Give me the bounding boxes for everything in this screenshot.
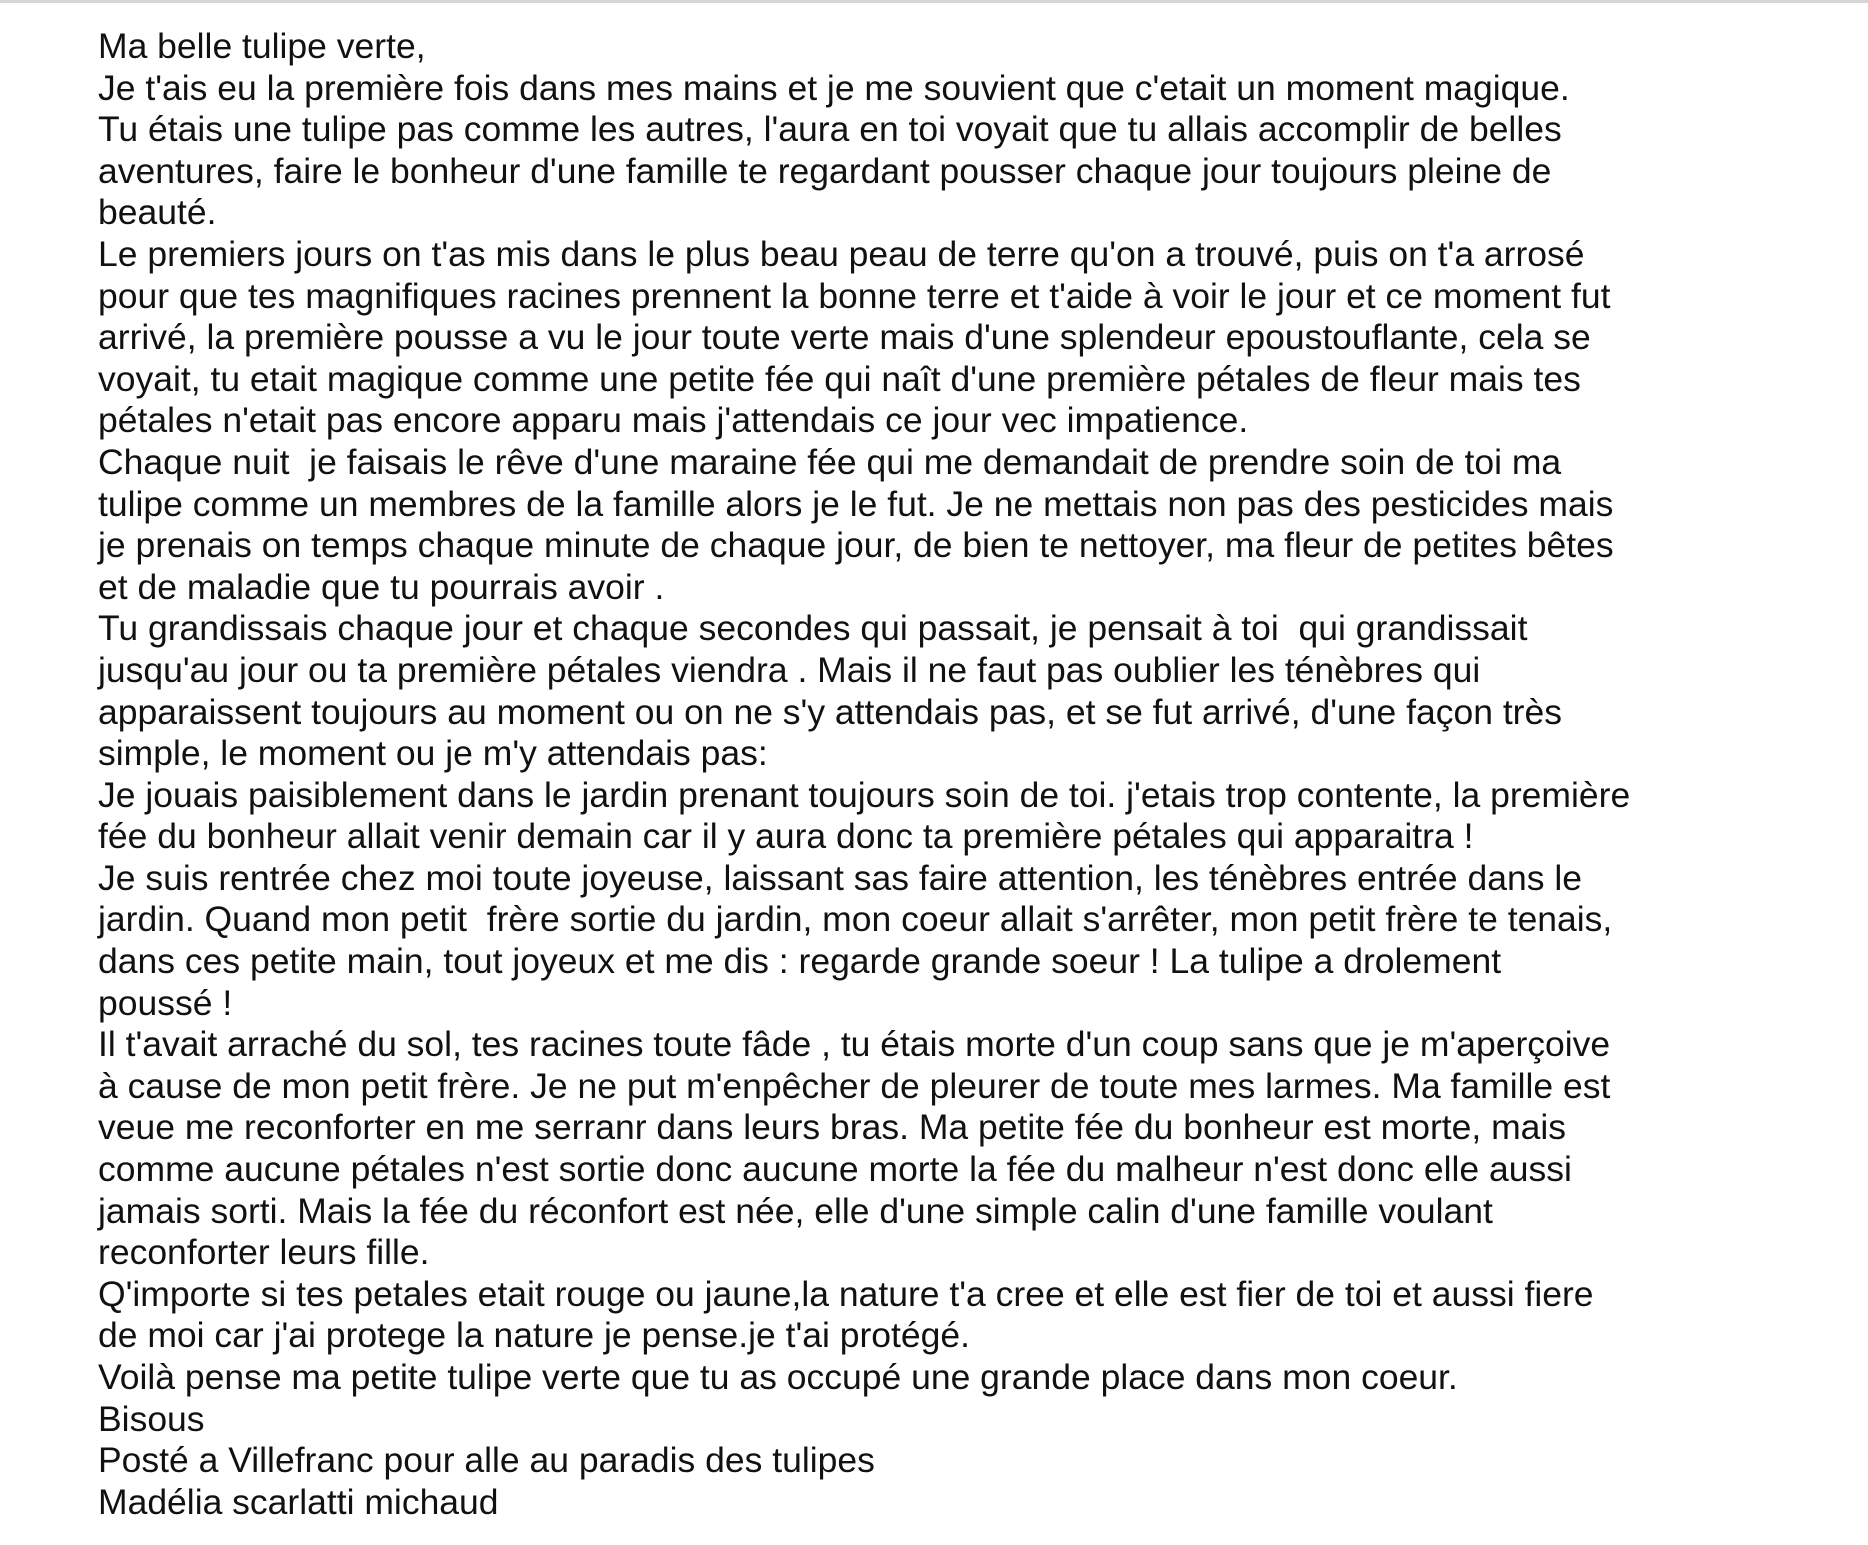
letter-line: jamais sorti. Mais la fée du réconfort est née, elle d'une simple calin d'une famille voulant xyxy=(98,1190,1493,1231)
letter-line: Il t'avait arraché du sol, tes racines toute fâde , tu étais morte d'un coup sans que je m'aperçoive xyxy=(98,1024,1611,1065)
letter-line: arrivé, la première pousse a vu le jour toute verte mais d'une splendeur epoustouflante, cela se xyxy=(98,317,1591,358)
letter-line: Le premiers jours on t'as mis dans le plus beau peau de terre qu'on a trouvé, puis on t'a arrosé xyxy=(98,233,1585,274)
letter-line: Je jouais paisiblement dans le jardin prenant toujours soin de toi. j'etais trop contente, la première xyxy=(98,774,1631,815)
letter-line: pétales n'etait pas encore apparu mais j'attendais ce jour vec impatience. xyxy=(98,400,1249,441)
letter-line: à cause de mon petit frère. Je ne put m'enpêcher de pleurer de toute mes larmes. Ma famille est xyxy=(98,1065,1611,1106)
letter-greeting: Ma belle tulipe verte, xyxy=(98,26,426,66)
letter-line: beauté. xyxy=(98,192,217,233)
top-divider xyxy=(0,0,1868,3)
letter-line: reconforter leurs fille. xyxy=(98,1232,430,1273)
letter-line: poussé ! xyxy=(98,982,233,1023)
letter-line: pour que tes magnifiques racines prennent la bonne terre et t'aide à voir le jour et ce moment fut xyxy=(98,275,1611,316)
letter-line: je prenais on temps chaque minute de chaque jour, de bien te nettoyer, ma fleur de petites bêtes xyxy=(98,525,1614,566)
letter-line: Je suis rentrée chez moi toute joyeuse, laissant sas faire attention, les ténèbres entrée dans le xyxy=(98,857,1582,898)
letter-line: jusqu'au jour ou ta première pétales viendra . Mais il ne faut pas oublier les ténèbres qui xyxy=(98,649,1481,690)
letter-signature: Madélia scarlatti michaud xyxy=(98,1481,499,1522)
letter-line: apparaissent toujours au moment ou on ne s'y attendais pas, et se fut arrivé, d'une façon très xyxy=(98,691,1562,732)
letter-line: veue me reconforter en me serranr dans leurs bras. Ma petite fée du bonheur est morte, mais xyxy=(98,1107,1567,1148)
letter-line: Q'importe si tes petales etait rouge ou jaune,la nature t'a cree et elle est fier de toi et aussi fiere xyxy=(98,1273,1594,1314)
letter-line: Chaque nuit je faisais le rêve d'une maraine fée qui me demandait de prendre soin de toi ma xyxy=(98,441,1562,482)
letter-postscript: Posté a Villefranc pour alle au paradis des tulipes xyxy=(98,1440,875,1481)
letter-line: jardin. Quand mon petit frère sortie du jardin, mon coeur allait s'arrêter, mon petit frère te tenais, xyxy=(98,899,1613,940)
letter-line: tulipe comme un membres de la famille alors je le fut. Je ne mettais non pas des pesticides mais xyxy=(98,483,1614,524)
letter-line: voyait, tu etait magique comme une petite fée qui naît d'une première pétales de fleur mais tes xyxy=(98,358,1581,399)
letter-line: Tu grandissais chaque jour et chaque secondes qui passait, je pensait à toi qui grandissait xyxy=(98,608,1528,649)
letter-line: dans ces petite main, tout joyeux et me dis : regarde grande soeur ! La tulipe a drolement xyxy=(98,941,1502,982)
letter-line: de moi car j'ai protege la nature je pense.je t'ai protégé. xyxy=(98,1315,971,1356)
letter-line: et de maladie que tu pourrais avoir . xyxy=(98,566,665,607)
letter-closing: Bisous xyxy=(98,1398,205,1439)
letter-line: fée du bonheur allait venir demain car il y aura donc ta première pétales qui apparaitra ! xyxy=(98,816,1474,857)
letter-line: comme aucune pétales n'est sortie donc aucune morte la fée du malheur n'est donc elle aussi xyxy=(98,1149,1572,1190)
letter-line: Voilà pense ma petite tulipe verte que tu as occupé une grande place dans mon coeur. xyxy=(98,1357,1458,1397)
letter-line: aventures, faire le bonheur d'une famille te regardant pousser chaque jour toujours pleine de xyxy=(98,150,1552,191)
letter-line: simple, le moment ou je m'y attendais pas: xyxy=(98,733,768,774)
letter-line: Tu étais une tulipe pas comme les autres, l'aura en toi voyait que tu allais accomplir de belles xyxy=(98,109,1562,150)
letter-body xyxy=(98,26,1858,1523)
letter-line: Je t'ais eu la première fois dans mes mains et je me souvient que c'etait un moment magique. xyxy=(98,67,1570,108)
